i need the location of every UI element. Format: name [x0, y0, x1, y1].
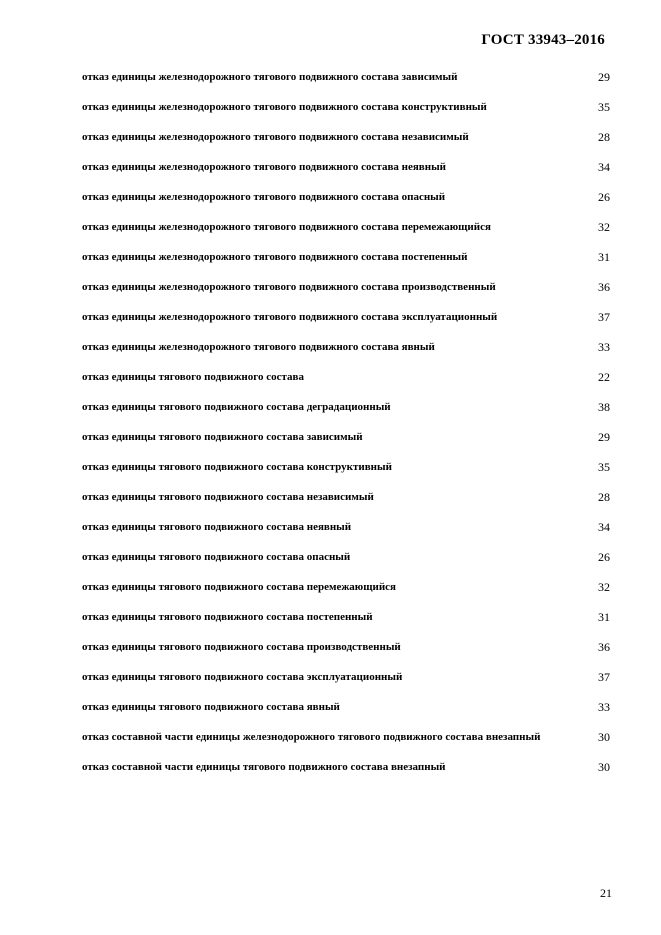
- index-entry: [82, 250, 612, 265]
- index-term: отказ единицы тягового подвижного состава производственный: [82, 641, 401, 653]
- index-term: отказ единицы железнодорожного тягового подвижного состава постепенный: [82, 251, 468, 263]
- index-term: отказ единицы тягового подвижного состава деградационный: [82, 401, 391, 413]
- index-page-number: 28: [598, 490, 610, 504]
- index-entry: [82, 280, 612, 295]
- index-term: отказ единицы железнодорожного тягового подвижного состава перемежающийся: [82, 221, 491, 233]
- index-entry: [82, 730, 612, 745]
- index-page-number: 35: [598, 100, 610, 114]
- index-entry: [82, 70, 612, 85]
- index-page-number: 31: [598, 610, 610, 624]
- index-page-number: 26: [598, 550, 610, 564]
- index-entry: [82, 130, 612, 145]
- index-term: отказ единицы тягового подвижного состава зависимый: [82, 431, 363, 443]
- index-entry: [82, 760, 612, 775]
- index-term: отказ единицы железнодорожного тягового подвижного состава конструктивный: [82, 101, 487, 113]
- term-index-list: [82, 70, 612, 790]
- index-entry: [82, 220, 612, 235]
- index-term: отказ единицы железнодорожного тягового подвижного состава зависимый: [82, 71, 458, 83]
- index-term: отказ единицы железнодорожного тягового подвижного состава производственный: [82, 281, 496, 293]
- index-page-number: 26: [598, 190, 610, 204]
- index-page-number: 28: [598, 130, 610, 144]
- index-term: отказ единицы тягового подвижного состава явный: [82, 701, 340, 713]
- index-entry: [82, 430, 612, 445]
- index-page-number: 35: [598, 460, 610, 474]
- index-term: отказ единицы тягового подвижного состава неявный: [82, 521, 352, 533]
- index-term: отказ единицы тягового подвижного состава постепенный: [82, 611, 373, 623]
- index-term: отказ единицы тягового подвижного состава независимый: [82, 491, 374, 503]
- index-page-number: 29: [598, 430, 610, 444]
- index-page-number: 36: [598, 280, 610, 294]
- index-entry: [82, 610, 612, 625]
- index-entry: [82, 460, 612, 475]
- index-entry: [82, 340, 612, 355]
- index-page-number: 31: [598, 250, 610, 264]
- index-entry: [82, 520, 612, 535]
- index-term: отказ единицы железнодорожного тягового подвижного состава эксплуатационный: [82, 311, 498, 323]
- index-entry: [82, 190, 612, 205]
- index-page-number: 29: [598, 70, 610, 84]
- index-page-number: 30: [598, 760, 610, 774]
- index-term: отказ единицы тягового подвижного состава конструктивный: [82, 461, 392, 473]
- index-term: отказ составной части единицы железнодорожного тягового подвижного состава внезапный: [82, 731, 541, 743]
- index-page-number: 38: [598, 400, 610, 414]
- index-entry: [82, 700, 612, 715]
- index-entry: [82, 640, 612, 655]
- index-entry: [82, 550, 612, 565]
- index-term: отказ единицы тягового подвижного состава опасный: [82, 551, 351, 563]
- index-page-number: 33: [598, 700, 610, 714]
- index-entry: [82, 580, 612, 595]
- index-entry: [82, 370, 612, 385]
- index-term: отказ единицы тягового подвижного состава эксплуатационный: [82, 671, 403, 683]
- index-page-number: 22: [598, 370, 610, 384]
- index-term: отказ единицы железнодорожного тягового подвижного состава независимый: [82, 131, 469, 143]
- index-term: отказ единицы тягового подвижного состава перемежающийся: [82, 581, 396, 593]
- index-page-number: 36: [598, 640, 610, 654]
- index-entry: [82, 670, 612, 685]
- index-page-number: 30: [598, 730, 610, 744]
- index-term: отказ единицы железнодорожного тягового подвижного состава неявный: [82, 161, 447, 173]
- index-entry: [82, 490, 612, 505]
- index-page-number: 32: [598, 220, 610, 234]
- index-entry: [82, 400, 612, 415]
- index-entry: [82, 160, 612, 175]
- document-code: ГОСТ 33943–2016: [481, 32, 605, 48]
- index-term: отказ единицы тягового подвижного состава: [82, 371, 304, 383]
- index-term: отказ составной части единицы тягового подвижного состава внезапный: [82, 761, 446, 773]
- index-page-number: 33: [598, 340, 610, 354]
- index-page-number: 37: [598, 310, 610, 324]
- index-page-number: 34: [598, 160, 610, 174]
- index-page-number: 37: [598, 670, 610, 684]
- index-page-number: 34: [598, 520, 610, 534]
- index-entry: [82, 100, 612, 115]
- index-term: отказ единицы железнодорожного тягового подвижного состава опасный: [82, 191, 446, 203]
- page-number: 21: [600, 886, 612, 900]
- index-entry: [82, 310, 612, 325]
- index-page-number: 32: [598, 580, 610, 594]
- index-term: отказ единицы железнодорожного тягового подвижного состава явный: [82, 341, 435, 353]
